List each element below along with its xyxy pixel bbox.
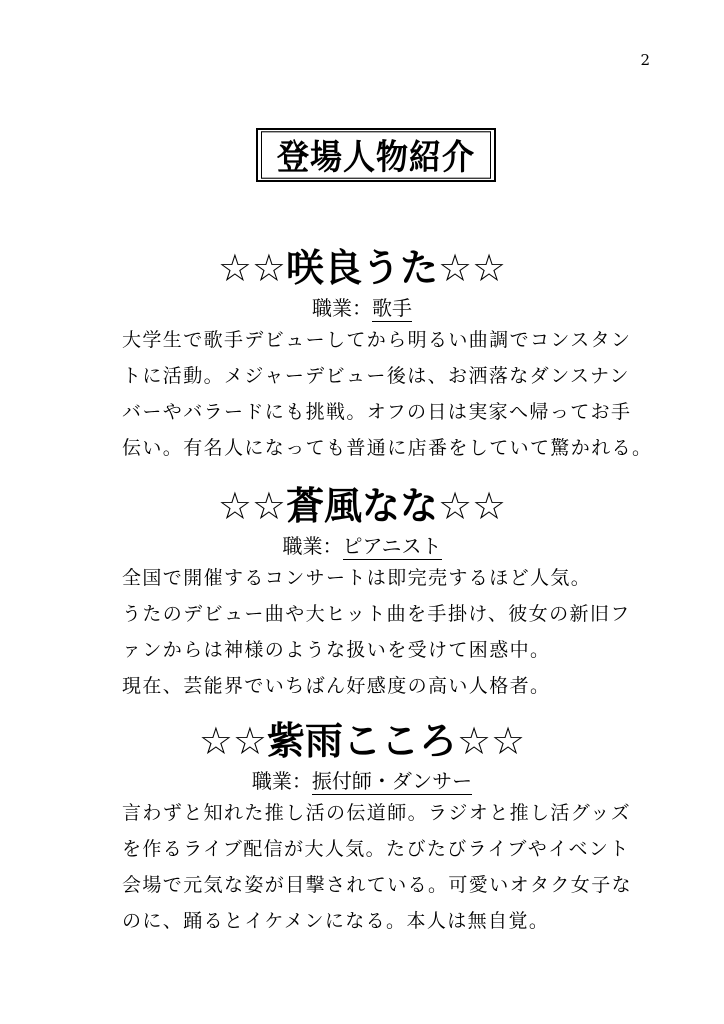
character-description bbox=[122, 795, 642, 939]
job-line bbox=[0, 767, 724, 795]
description-line: 伝い。有名人になっても普通に店番をしていて驚かれる。 bbox=[122, 437, 653, 459]
description-line: トに活動。メジャーデビュー後は、お洒落なダンスナン bbox=[122, 365, 630, 387]
job-line bbox=[0, 294, 724, 322]
description-line: ァンからは神様のような扱いを受けて困惑中。 bbox=[122, 639, 551, 661]
description-line: 会場で元気な姿が目撃されている。可愛いオタク女子な bbox=[122, 874, 633, 896]
description-line: 大学生で歌手デビューしてから明るい曲調でコンスタン bbox=[122, 329, 632, 351]
job-label: 職業： bbox=[251, 769, 312, 793]
character-section-nana bbox=[0, 482, 724, 704]
description-line: 言わずと知れた推し活の伝道師。ラジオと推し活グッズ bbox=[122, 802, 632, 824]
character-name: ☆☆紫雨こころ☆☆ bbox=[198, 719, 526, 763]
description-line: 現在、芸能界でいちばん好感度の高い人格者。 bbox=[122, 675, 551, 697]
job-value: 振付師・ダンサー bbox=[311, 769, 473, 793]
character-section-kokoro bbox=[0, 717, 724, 939]
job-value: 歌手 bbox=[372, 296, 412, 320]
character-name: ☆☆咲良うた☆☆ bbox=[217, 246, 507, 290]
character-name: ☆☆蒼風なな☆☆ bbox=[217, 484, 507, 528]
job-line bbox=[0, 532, 724, 560]
page-number: 2 bbox=[640, 51, 650, 69]
job-label: 職業： bbox=[282, 534, 343, 558]
description-line: うたのデビュー曲や大ヒット曲を手掛け、彼女の新旧フ bbox=[122, 603, 631, 625]
description-line: のに、踊るとイケメンになる。本人は無自覚。 bbox=[122, 910, 550, 932]
description-line: を作るライブ配信が大人気。たびたびライブやイベント bbox=[122, 838, 630, 860]
description-line: 全国で開催するコンサートは即完売するほど人気。 bbox=[122, 567, 592, 589]
page-title-frame bbox=[256, 128, 496, 182]
character-section-uta bbox=[0, 244, 724, 466]
character-description bbox=[122, 322, 653, 466]
page-title: 登場人物紹介 bbox=[261, 131, 491, 179]
description-line: バーやバラードにも挑戦。オフの日は実家へ帰ってお手 bbox=[122, 401, 632, 423]
job-label: 職業： bbox=[312, 296, 372, 320]
character-description bbox=[122, 560, 642, 704]
job-value: ピアニスト bbox=[342, 534, 442, 558]
